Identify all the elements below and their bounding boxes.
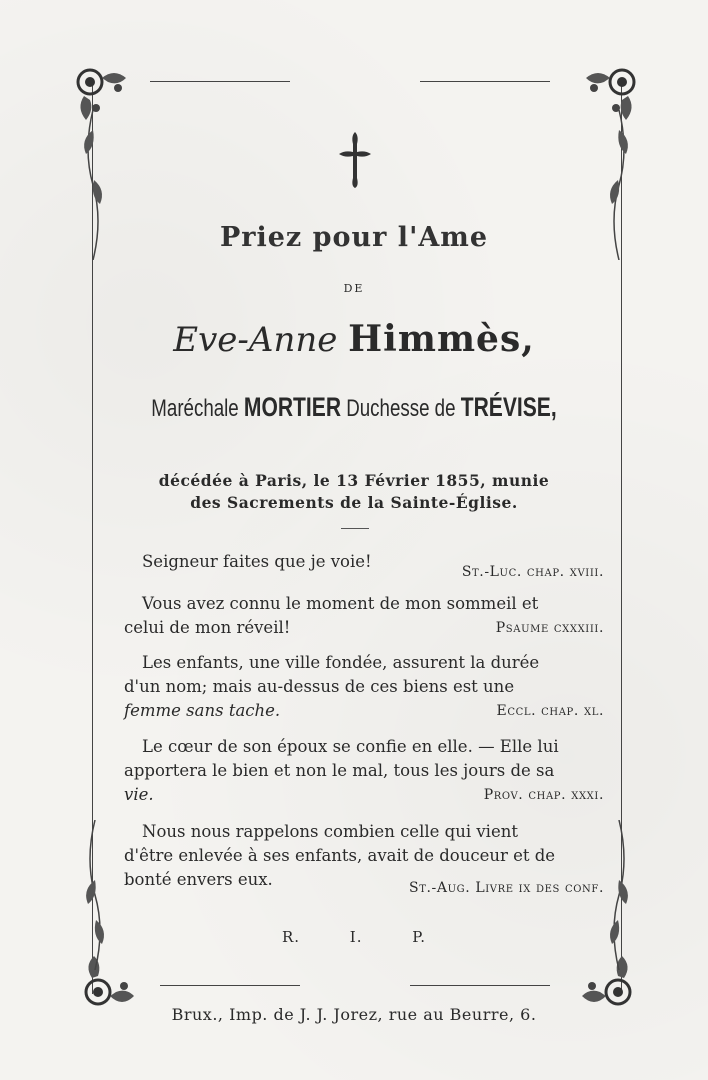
- cross-icon: [337, 130, 373, 190]
- quote-line: Seigneur faites que je voie!: [142, 552, 372, 571]
- first-name: Eve-Anne: [173, 320, 338, 360]
- frame-bottom-right-rule: [410, 985, 550, 986]
- quote-line: bonté envers eux.: [124, 870, 273, 889]
- quote-line: d'un nom; mais au-dessus de ces biens est une: [124, 677, 515, 696]
- title-pre: Maréchale: [151, 395, 239, 422]
- quote-reference: Prov. chap. xxxi.: [483, 787, 604, 803]
- separator-rule: [341, 528, 369, 529]
- quote-line: apportera le bien et non le mal, tous les jours de sa: [124, 761, 555, 780]
- quote-2: [124, 592, 604, 640]
- last-name: Himmès,: [348, 318, 535, 360]
- quote-line: femme sans tache.: [124, 701, 281, 720]
- frame-top-right-rule: [420, 81, 550, 82]
- quote-line: Vous avez connu le moment de mon sommeil et: [142, 594, 539, 613]
- heading: Priez pour l'Ame: [219, 222, 489, 253]
- title-trevise: TRÉVISE,: [460, 392, 557, 422]
- quote-line: Nous nous rappelons combien celle qui vient: [142, 822, 518, 841]
- deceased-name: [0, 318, 708, 360]
- quote-4: [124, 735, 604, 807]
- quote-reference: Eccl. chap. xl.: [496, 703, 604, 719]
- quote-line: vie.: [124, 785, 154, 804]
- rip-text: R. I. P.: [281, 928, 427, 946]
- title-mid: Duchesse de: [346, 395, 456, 422]
- vine-ornament-right-bottom-icon: [604, 820, 634, 970]
- quote-reference: St.-Aug. Livre ix des conf.: [409, 880, 604, 896]
- death-notice-line-2: des Sacrements de la Sainte-Église.: [190, 493, 518, 512]
- title-mortier: MORTIER: [243, 392, 342, 422]
- quote-line: Les enfants, une ville fondée, assurent la durée: [142, 653, 540, 672]
- quote-reference: St.-Luc. chap. xviii.: [461, 564, 604, 580]
- frame-bottom-left-rule: [160, 985, 300, 986]
- quote-5: [124, 820, 604, 900]
- death-notice-line-1: décédée à Paris, le 13 Février 1855, munie: [158, 471, 550, 490]
- quote-line: Le cœur de son époux se confie en elle. — Elle lui: [142, 737, 559, 756]
- de-label: DE: [343, 282, 365, 295]
- frame-top-left-rule: [150, 81, 290, 82]
- quote-1: [124, 550, 604, 584]
- imprint: Brux., Imp. de J. J. Jorez, rue au Beurre, 6.: [171, 1005, 537, 1024]
- deceased-title: [78, 392, 630, 423]
- quote-3: [124, 651, 604, 723]
- vine-ornament-left-bottom-icon: [80, 820, 110, 970]
- death-notice: [0, 470, 708, 514]
- quote-line: d'être enlevée à ses enfants, avait de douceur et de: [124, 846, 556, 865]
- quote-reference: Psaume cxxxiii.: [495, 620, 604, 636]
- quote-line: celui de mon réveil!: [124, 618, 291, 637]
